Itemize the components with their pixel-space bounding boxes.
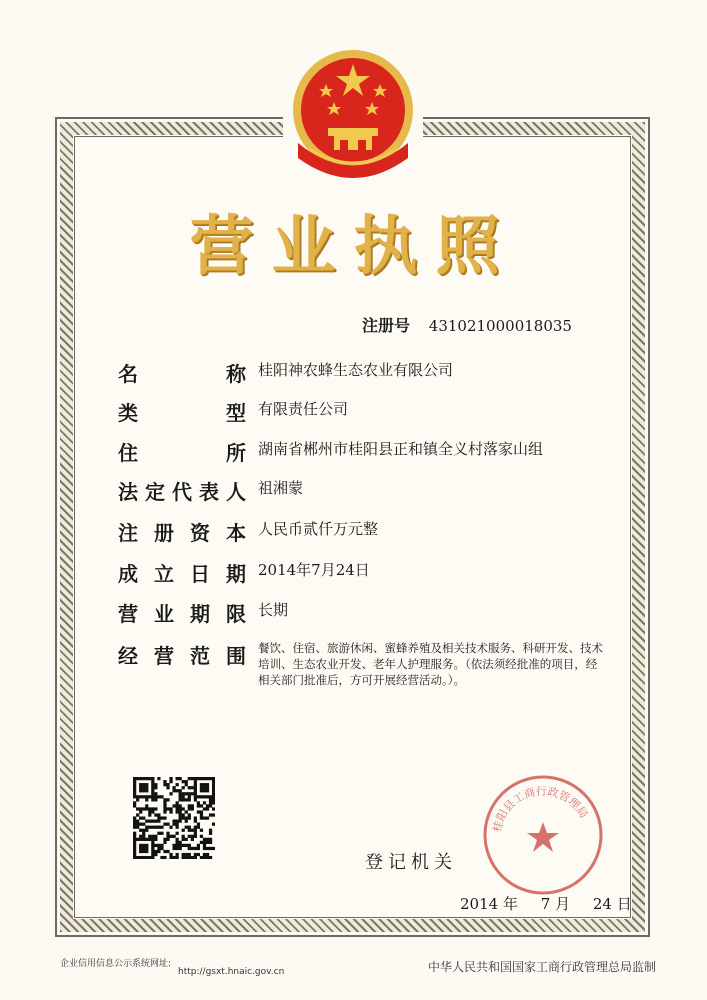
issue-day: 24 <box>592 895 612 913</box>
field-label: 注 册 资 本 <box>118 521 246 545</box>
field-address <box>118 437 628 466</box>
footer-issuer: 中华人民共和国国家工商行政管理总局监制 <box>428 960 657 974</box>
issue-date: 2014 年 7 月 24 日 <box>460 895 632 913</box>
registration-number <box>362 313 572 336</box>
field-name <box>118 358 628 387</box>
field-label: 法 定 代 表 人 <box>118 480 246 504</box>
field-label: 成 立 日 期 <box>118 562 246 586</box>
issue-month: 7 <box>540 895 551 913</box>
field-label: 住 所 <box>118 441 246 465</box>
field-scope <box>118 640 628 688</box>
qr-code-icon <box>133 777 215 859</box>
issue-year: 2014 <box>460 895 499 913</box>
national-emblem-icon <box>288 48 418 180</box>
field-legal-rep <box>118 476 628 505</box>
field-type <box>118 397 628 426</box>
field-value: 祖湘蒙 <box>258 479 304 497</box>
registration-authority: 登记机关 <box>365 852 457 873</box>
registration-label: 注册号 <box>362 316 411 335</box>
field-label: 经 营 范 围 <box>118 644 246 668</box>
field-term <box>118 598 628 627</box>
field-established <box>118 558 628 587</box>
field-value: 长期 <box>258 601 289 619</box>
registration-value: 431021000018035 <box>428 317 572 335</box>
footer-url: http://gsxt.hnaic.gov.cn <box>178 967 285 977</box>
field-value: 湖南省郴州市桂阳县正和镇全义村落家山组 <box>258 440 544 458</box>
field-value: 有限责任公司 <box>258 400 349 418</box>
official-seal-icon <box>478 770 608 900</box>
field-value: 餐饮、住宿、旅游休闲、蜜蜂养殖及相关技术服务、科研开发、技术培训、生态农业开发、老年人护理服务。（依法须经批准的项目，经相关部门批准后，方可开展经营活动。）。 <box>258 641 603 687</box>
footer-system-label: 企业信用信息公示系统网址: <box>60 959 172 969</box>
seal-text: 桂阳县工商行政管理局 <box>490 784 591 834</box>
field-capital <box>118 517 628 546</box>
field-label: 名 称 <box>118 362 246 386</box>
document-title: 营业执照 <box>189 210 518 284</box>
field-value: 人民币贰仟万元整 <box>258 520 379 538</box>
field-label: 类 型 <box>118 401 246 425</box>
field-value: 桂阳神农蜂生态农业有限公司 <box>258 361 454 379</box>
field-value: 2014年7月24日 <box>258 561 370 579</box>
field-label: 营 业 期 限 <box>118 602 246 626</box>
